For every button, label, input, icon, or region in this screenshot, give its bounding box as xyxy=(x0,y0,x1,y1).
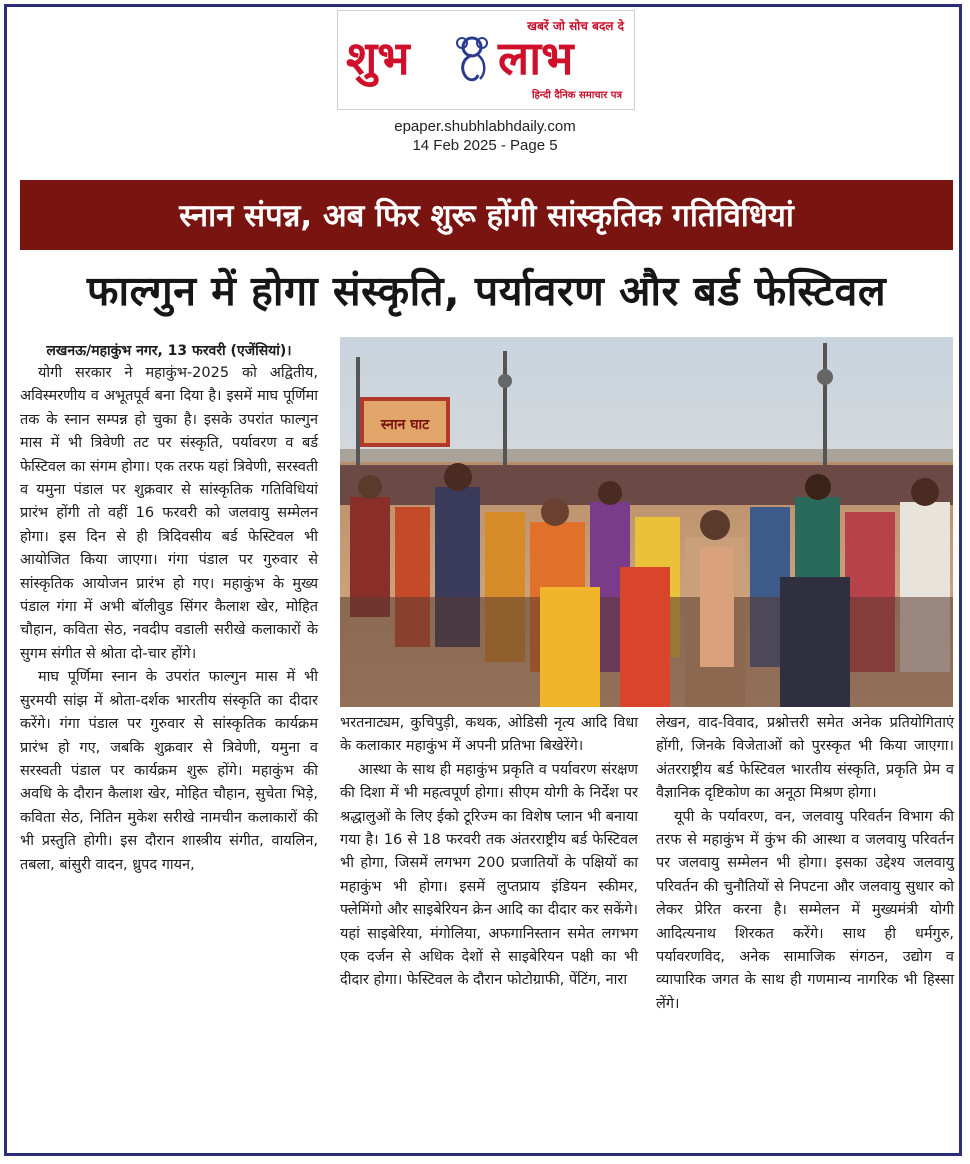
source-date-page: 14 Feb 2025 - Page 5 xyxy=(412,137,558,154)
kumbh-crowd-illustration xyxy=(340,337,953,707)
article-paragraph: आस्था के साथ ही महाकुंभ प्रकृति व पर्यावरण संरक्षण की दिशा में भी महत्वपूर्ण होगा। सीएम योगी के निर्देश पर श्रद्धालुओं के लिए ईको टूरिज्म का विशेष प्लान भी बनाया गया है। 16 से 18 फरवरी तक अंतरराष्ट्रीय बर्ड फेस्टिवल भी होगा, जिसमें लगभग 200 प्रजातियों के पक्षियों का महाकुंभ भी होगा। इसमें लुप्तप्राय इंडियन स्कीमर, फ्लेमिंगो और साइबेरियन क्रेन आदि का दीदार कर सकेंगे। यहां साइबेरिया, मंगोलिया, अफगानिस्तान समेत लगभग एक दर्जन से अधिक देशों से साइबेरियन पक्षी का भी दीदार होगा। फेस्टिवल के दौरान फोटोग्राफी, पेंटिंग, नारा xyxy=(340,761,638,989)
article-kicker: स्नान संपन्न, अब फिर शुरू होंगी सांस्कृतिक गतिविधियां xyxy=(20,180,953,250)
logo-word-shubh: शुभ xyxy=(346,31,410,85)
photo-banner-text: स्नान घाट xyxy=(380,417,430,433)
masthead-logo xyxy=(337,10,635,110)
article-column-3 xyxy=(656,712,954,1016)
masthead-tagline: खबरें जो सोच बदल दे xyxy=(527,19,624,33)
article-column-2 xyxy=(340,712,638,993)
ganesha-icon xyxy=(452,33,492,85)
masthead-subtitle: हिन्दी दैनिक समाचार पत्र xyxy=(531,90,622,101)
article-paragraph: योगी सरकार ने महाकुंभ-2025 को अद्वितीय, अविस्मरणीय व अभूतपूर्व बना दिया है। इसमें माघ पूर्णिमा तक के स्नान सम्पन्न हो चुका है। इसके उपरांत फाल्गुन मास में भी त्रिवेणी तट पर संस्कृति, पर्यावरण व बर्ड फेस्टिवल का संगम होगा। एक तरफ यहां त्रिवेणी, सरस्वती व यमुना पंडाल पर शुक्रवार से सांस्कृतिक गतिविधियां प्रारंभ होंगी तो वहीं 16 फरवरी को जलवायु सम्मेलन होगा। इस दिन से ही त्रिदिवसीय बर्ड फेस्टिवल भी आयोजित किया जाएगा। गंगा पंडाल पर गुरुवार से सांस्कृतिक आयोजन प्रारंभ हो गए। महाकुंभ के मुख्य पंडाल गंगा में अभी बॉलीवुड सिंगर कैलाश खेर, मोहित चौहान, कविता सेठ, नवदीप वडाली सरीखे कलाकारों के सुगम संगीत से श्रोता दो-चार होंगे। xyxy=(20,365,318,662)
article-column-1 xyxy=(20,340,318,877)
article-paragraph: भरतनाट्यम, कुचिपुड़ी, कथक, ओडिसी नृत्य आदि विधा के कलाकार महाकुंभ में अपनी प्रतिभा बिखेरेंगे। xyxy=(340,715,638,755)
article-paragraph: यूपी के पर्यावरण, वन, जलवायु परिवर्तन विभाग की तरफ से महाकुंभ में कुंभ की आस्था व जलवायु परिवर्तन पर जलवायु सम्मेलन भी होगा। इसका उद्देश्य जलवायु परिवर्तन की चुनौतियों से निपटना और जलवायु सुधार को लेकर प्रेरित करना है। सम्मेलन में मुख्यमंत्री योगी आदित्यनाथ शिरकत करेंगे। साथ ही धर्मगुरु, पर्यावरणविद, अनेक सामाजिक संगठन, उद्योग व व्यापारिक जगत के साथ ही गणमान्य नागरिक भी हिस्सा लेंगे। xyxy=(656,808,954,1012)
logo-word-laabh: लाभ xyxy=(498,31,574,85)
article-paragraph: माघ पूर्णिमा स्नान के उपरांत फाल्गुन मास में भी सुरमयी सांझ में श्रोता-दर्शक भारतीय संस्कृति का दीदार करेंगे। गंगा पंडाल पर गुरुवार से सांस्कृतिक कार्यक्रम प्रारंभ हो गए, जबकि शुक्रवार से त्रिवेणी, यमुना व सरस्वती पंडाल पर कार्यक्रम शुरू होंगे। महाकुंभ की अवधि के दौरान कैलाश खेर, मोहित चौहान, सुचेता भिड़े, कविता सेठ, नितिन मुकेश सरीखे नामचीन कलाकारों की भी प्रस्तुति होगी। इस दौरान शास्त्रीय संगीत, वायलिन, तबला, बांसुरी वादन, ध्रुपद गायन, xyxy=(20,669,318,873)
article-paragraph: लेखन, वाद-विवाद, प्रश्नोत्तरी समेत अनेक प्रतियोगिताएं होंगी, जिनके विजेताओं को पुरस्कृत भी किया जाएगा। अंतरराष्ट्रीय बर्ड फेस्टिवल भारतीय संस्कृति, प्रकृति प्रेम व वैज्ञानिक दृष्टिकोण का अनूठा मिश्रण होगा। xyxy=(656,715,954,802)
source-url: epaper.shubhlabhdaily.com xyxy=(394,118,576,135)
kumbh-crowd-photo xyxy=(340,337,953,707)
article-dateline: लखनऊ/महाकुंभ नगर, 13 फरवरी (एजेंसियां)। xyxy=(46,343,292,359)
article-headline: फाल्गुन में होगा संस्कृति, पर्यावरण और बर्ड फेस्टिवल xyxy=(86,267,887,315)
